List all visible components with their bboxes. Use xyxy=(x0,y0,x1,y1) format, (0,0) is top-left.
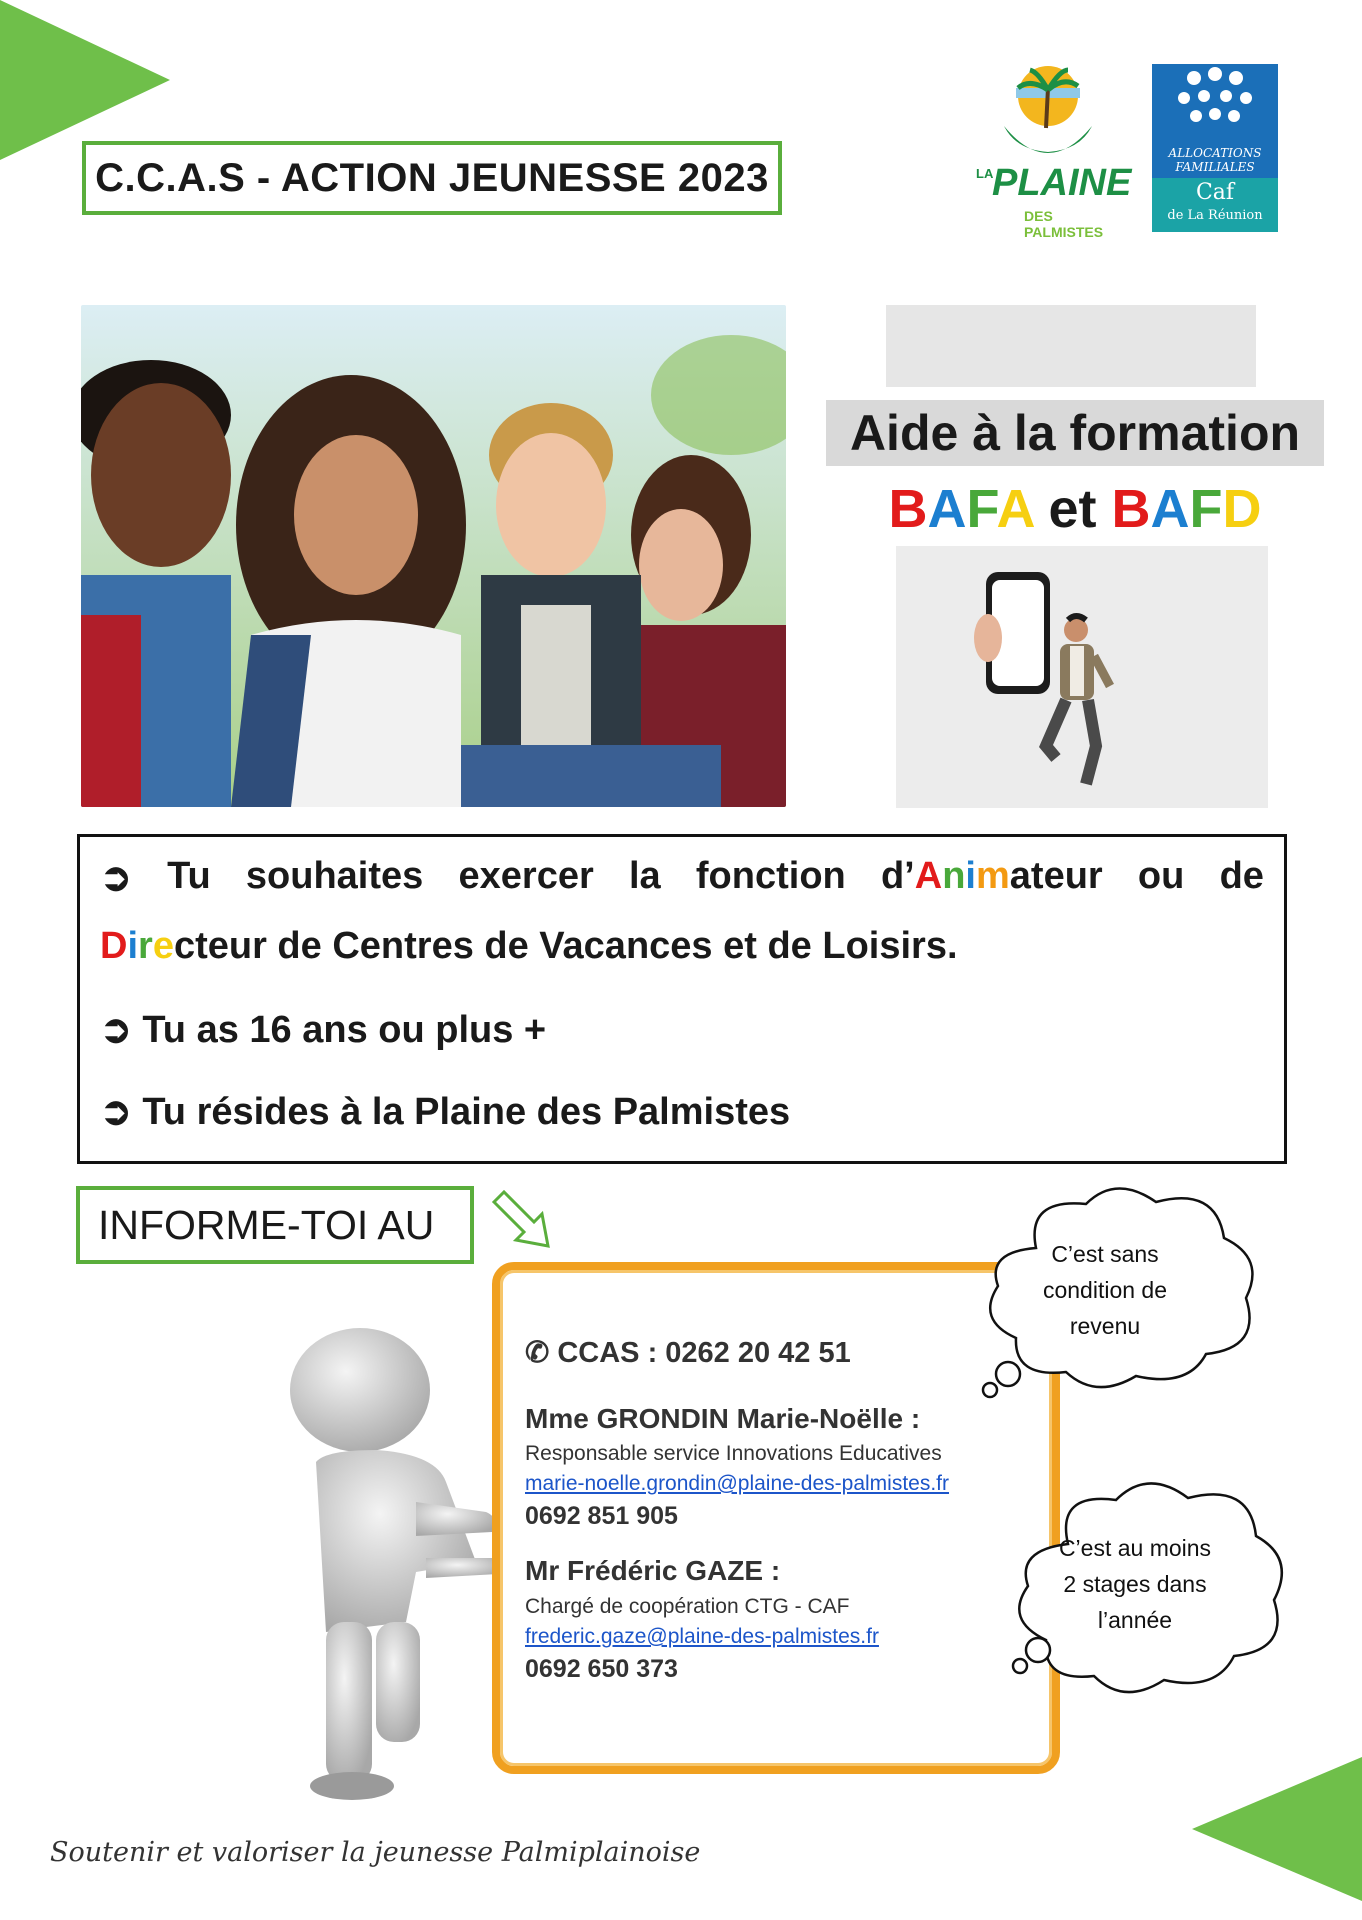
directeur-rest: cteur xyxy=(173,925,267,967)
eligibility-criteria-box xyxy=(77,834,1287,1164)
contact-1-name: Mme GRONDIN Marie-Noëlle : xyxy=(525,1403,921,1434)
bubble-income-text xyxy=(1010,1236,1200,1344)
bafd-letter-a: A xyxy=(1150,479,1190,539)
animateur-letter-m: m xyxy=(975,855,1010,897)
page-title: C.C.A.S - ACTION JEUNESSE 2023 xyxy=(82,141,782,215)
bubble-stages-text xyxy=(1040,1530,1230,1638)
contact-1-email-link[interactable]: marie-noelle.grondin@plaine-des-palmistes.fr xyxy=(525,1472,950,1495)
logo-la-text: LA xyxy=(976,166,994,181)
caf-region: de La Réunion xyxy=(1167,208,1263,223)
corner-triangle-bottom-right xyxy=(1192,1757,1362,1901)
contact-2-name: Mr Frédéric GAZE : xyxy=(525,1555,781,1586)
caf-logo-top xyxy=(1152,64,1278,178)
caf-line2: FAMILIALES xyxy=(1175,160,1255,174)
animateur-letter-a: A xyxy=(914,855,943,897)
informe-toi-label: INFORME-TOI AU xyxy=(76,1186,474,1264)
logo-sub-text: DES PALMISTES xyxy=(1024,208,1104,240)
caf-brand: Caf xyxy=(1195,180,1235,205)
caf-logo xyxy=(1152,64,1278,232)
animateur-rest: ateur xyxy=(1009,855,1103,897)
bubble-income-line-1: C’est sans xyxy=(1051,1241,1159,1267)
criteria-age-text: Tu as 16 ans ou plus + xyxy=(142,1009,547,1051)
directeur-letter-d: D xyxy=(100,925,128,967)
criteria-line-2-text: de Centres de Vacances et de Loisirs. xyxy=(266,925,958,967)
footer-slogan: Soutenir et valoriser la jeunesse Palmiplainoise xyxy=(50,1837,701,1868)
directeur-letter-r: r xyxy=(138,925,153,967)
animateur-letter-i: i xyxy=(965,855,976,897)
logo-plaine-text: PLAINE xyxy=(992,162,1132,204)
bubble-income-line-3: revenu xyxy=(1069,1313,1141,1339)
phone-man-illustration xyxy=(896,546,1268,808)
criteria-line-4 xyxy=(100,1089,1264,1134)
criteria-residence-text: Tu résides à la Plaine des Palmistes xyxy=(142,1091,791,1133)
contact-1-phone: 0692 851 905 xyxy=(525,1502,678,1530)
bafa-letter-a2: A xyxy=(996,479,1034,539)
contact-1-role: Responsable service Innovations Educatives xyxy=(525,1442,942,1465)
animateur-letter-n: n xyxy=(942,855,966,897)
criteria-line-3 xyxy=(100,1007,1264,1052)
headline-et: et xyxy=(1033,479,1112,539)
ccas-phone: ✆ CCAS : 0262 20 42 51 xyxy=(525,1337,851,1369)
youth-group-photo xyxy=(81,305,786,807)
bullet-arrow-icon: ➲ xyxy=(100,1009,132,1051)
bubble-stages-line-2: 2 stages dans xyxy=(1063,1571,1207,1597)
contact-2-role: Chargé de coopération CTG - CAF xyxy=(525,1595,850,1618)
bubble-stages-line-1: C’est au moins xyxy=(1058,1535,1212,1561)
criteria-line-2 xyxy=(100,925,1264,968)
directeur-letter-i: i xyxy=(127,925,139,967)
contact-2-email-link[interactable]: frederic.gaze@plaine-des-palmistes.fr xyxy=(525,1625,879,1648)
bubble-stages-line-3: l’année xyxy=(1097,1607,1173,1633)
caf-logo-bottom xyxy=(1152,178,1278,232)
plaine-des-palmistes-logo xyxy=(968,48,1132,240)
bafd-letter-b: B xyxy=(1111,479,1151,539)
corner-triangle-top-left xyxy=(0,0,170,160)
contact-2-phone: 0692 650 373 xyxy=(525,1655,678,1683)
headline-bafa-bafd xyxy=(826,478,1324,540)
caf-family-icon xyxy=(1152,64,1278,128)
down-right-arrow-icon xyxy=(486,1188,556,1257)
bafa-letter-f: F xyxy=(966,479,997,539)
bafd-letter-f: F xyxy=(1189,479,1223,539)
caf-line1: ALLOCATIONS xyxy=(1168,146,1262,160)
bafa-letter-a1: A xyxy=(927,479,967,539)
bullet-arrow-icon: ➲ xyxy=(100,1091,132,1133)
criteria-line-1: ➲ Tu souhaites exercer la fonction d’Animateur ou de xyxy=(100,855,1264,899)
directeur-letter-e: e xyxy=(152,925,174,967)
bubble-income-line-2: condition de xyxy=(1042,1277,1168,1303)
bullet-arrow-icon: ➲ xyxy=(100,857,132,899)
bafa-letter-b: B xyxy=(888,479,928,539)
headline-aide: Aide à la formation xyxy=(826,400,1324,466)
bafd-letter-d: D xyxy=(1222,479,1262,539)
header-gray-bar xyxy=(886,305,1256,387)
3d-figure-illustration xyxy=(266,1322,526,1807)
